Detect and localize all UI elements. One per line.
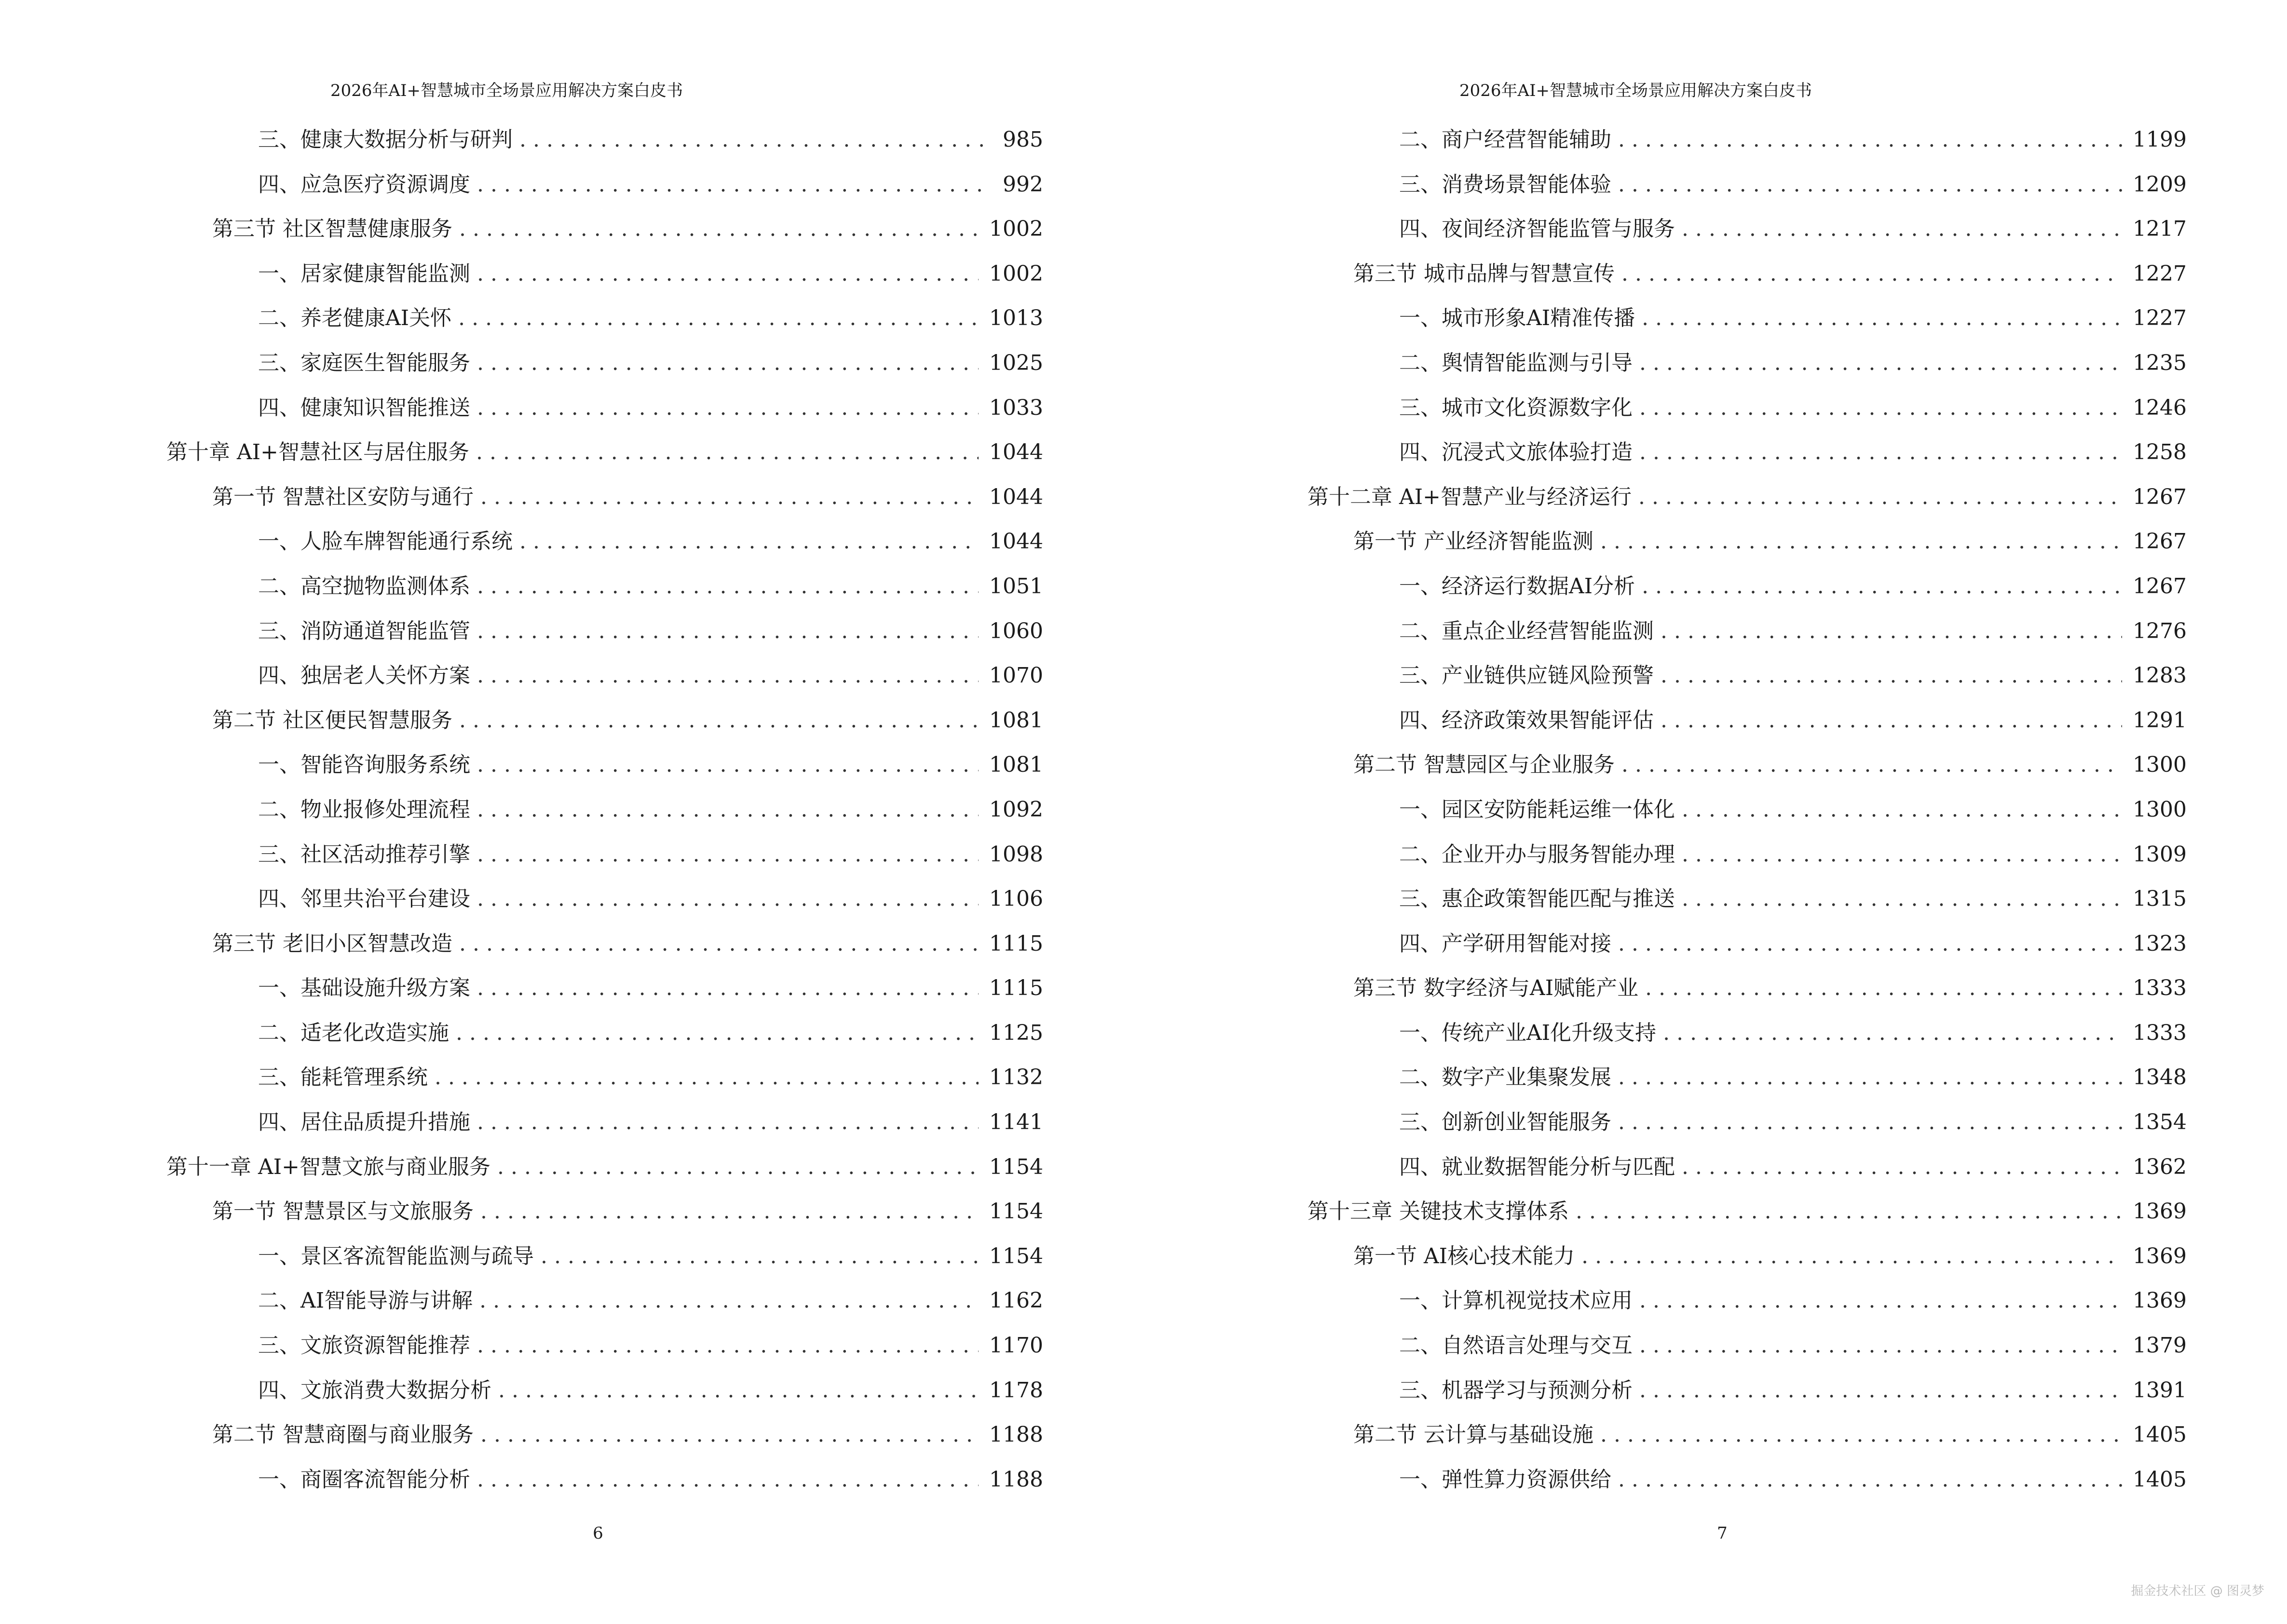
toc-chapter[interactable] xyxy=(1307,1189,2187,1234)
toc-entry-title: 二、AI智能导游与讲解 xyxy=(258,1288,473,1313)
toc-entry-title: 一、城市形象AI精准传播 xyxy=(1399,306,1635,331)
toc-entry-title: 三、消费场景智能体验 xyxy=(1399,172,1611,197)
toc-entry-page: 1081 xyxy=(989,752,1043,778)
toc-entry-page: 1188 xyxy=(989,1467,1043,1492)
dot-leader xyxy=(477,1324,979,1368)
dot-leader xyxy=(1638,475,2122,520)
toc-subsection[interactable] xyxy=(166,296,1043,341)
toc-subsection[interactable] xyxy=(166,654,1043,698)
toc-entry-title: 二、适老化改造实施 xyxy=(258,1020,449,1045)
toc-entry-page: 1369 xyxy=(2133,1288,2187,1313)
right-page xyxy=(1144,0,2287,1624)
toc-entry-title: 二、商户经营智能辅助 xyxy=(1399,127,1611,152)
toc-section[interactable] xyxy=(1307,743,2187,788)
toc-entry-page: 1267 xyxy=(2133,573,2187,599)
toc-entry-title: 三、消防通道智能监管 xyxy=(258,618,470,643)
toc-entry-page: 1044 xyxy=(989,484,1043,509)
toc-entry-page: 1154 xyxy=(989,1154,1043,1179)
dot-leader xyxy=(458,296,979,341)
toc-entry-page: 1081 xyxy=(989,708,1043,733)
toc-section[interactable] xyxy=(166,922,1043,967)
dot-leader xyxy=(477,252,979,297)
toc-entry-page: 1227 xyxy=(2133,306,2187,331)
toc-entry-title: 四、经济政策效果智能评估 xyxy=(1399,708,1654,733)
toc-subsection[interactable] xyxy=(166,1100,1043,1145)
toc-entry-title: 第二节 智慧园区与企业服务 xyxy=(1353,752,1615,778)
toc-entry-page: 1002 xyxy=(989,217,1043,242)
toc-entry-page: 1267 xyxy=(2133,529,2187,554)
toc-entry-title: 一、景区客流智能监测与疏导 xyxy=(258,1243,534,1269)
toc-entry-page: 1300 xyxy=(2133,797,2187,822)
toc-subsection[interactable] xyxy=(1307,788,2187,832)
toc-entry-title: 二、物业报修处理流程 xyxy=(258,797,470,822)
toc-entry-title: 二、高空抛物监测体系 xyxy=(258,573,470,599)
toc-subsection[interactable] xyxy=(166,788,1043,832)
toc-entry-page: 1092 xyxy=(989,797,1043,822)
toc-entry-page: 1333 xyxy=(2133,1020,2187,1045)
toc-entry-title: 四、应急医疗资源调度 xyxy=(258,172,470,197)
toc-entry-title: 三、创新创业智能服务 xyxy=(1399,1110,1611,1135)
toc-entry-title: 三、产业链供应链风险预警 xyxy=(1399,663,1654,688)
page-number: 6 xyxy=(593,1524,603,1543)
dot-leader xyxy=(1639,1368,2122,1413)
toc-entry-title: 三、健康大数据分析与研判 xyxy=(258,127,513,152)
dot-leader xyxy=(480,475,979,520)
toc-entry-page: 1258 xyxy=(2133,440,2187,465)
dot-leader xyxy=(477,788,979,832)
toc-section[interactable] xyxy=(166,1413,1043,1458)
toc-entry-title: 第三节 社区智慧健康服务 xyxy=(212,217,452,242)
dot-leader xyxy=(1682,877,2122,922)
dot-leader xyxy=(1621,252,2122,297)
toc-entry-title: 四、邻里共治平台建设 xyxy=(258,887,470,912)
toc-entry-page: 1323 xyxy=(2133,931,2187,956)
toc-entry-title: 三、社区活动推荐引擎 xyxy=(258,842,470,867)
dot-leader xyxy=(1639,1279,2122,1324)
toc-entry-page: 1369 xyxy=(2133,1199,2187,1224)
toc-entry-page: 1125 xyxy=(989,1020,1043,1045)
dot-leader xyxy=(480,1413,979,1458)
toc-subsection[interactable] xyxy=(1307,207,2187,252)
toc-subsection[interactable] xyxy=(1307,1368,2187,1413)
dot-leader xyxy=(1682,1145,2122,1190)
dot-leader xyxy=(1600,519,2122,564)
dot-leader xyxy=(477,163,989,207)
dot-leader xyxy=(1618,922,2122,967)
dot-leader xyxy=(1618,1100,2122,1145)
toc-subsection[interactable] xyxy=(166,1011,1043,1056)
toc-entry-title: 一、商圈客流智能分析 xyxy=(258,1467,470,1492)
dot-leader xyxy=(498,1368,979,1413)
dot-leader xyxy=(477,877,979,922)
toc-entry-title: 三、家庭医生智能服务 xyxy=(258,350,470,375)
page-header: 2026年AI+智慧城市全场景应用解决方案白皮书 xyxy=(1459,81,1812,100)
dot-leader xyxy=(479,1279,979,1324)
toc-entry-title: 二、养老健康AI关怀 xyxy=(258,306,452,331)
toc-entry-title: 三、能耗管理系统 xyxy=(258,1065,428,1090)
toc-entry-page: 1170 xyxy=(989,1333,1043,1358)
dot-leader xyxy=(477,1100,979,1145)
toc-entry-page: 1154 xyxy=(989,1243,1043,1269)
toc-entry-page: 1246 xyxy=(2133,395,2187,420)
toc-section[interactable] xyxy=(1307,519,2187,564)
toc-entry-page: 1188 xyxy=(989,1422,1043,1447)
dot-leader xyxy=(1682,788,2122,832)
page-number: 7 xyxy=(1717,1524,1728,1543)
dot-leader xyxy=(1639,386,2122,431)
toc-subsection[interactable] xyxy=(1307,564,2187,609)
toc-entry-page: 1199 xyxy=(2133,127,2187,152)
dot-leader xyxy=(476,430,979,475)
toc-section[interactable] xyxy=(1307,252,2187,297)
toc-entry-title: 第二节 社区便民智慧服务 xyxy=(212,708,452,733)
toc-subsection[interactable] xyxy=(1307,609,2187,654)
dot-leader xyxy=(477,743,979,788)
toc-subsection[interactable] xyxy=(166,564,1043,609)
toc-entry-page: 1162 xyxy=(989,1288,1043,1313)
toc-subsection[interactable] xyxy=(1307,1011,2187,1056)
toc-subsection[interactable] xyxy=(166,341,1043,386)
toc-entry-page: 1309 xyxy=(2133,842,2187,867)
dot-leader xyxy=(1661,698,2122,743)
toc-entry-title: 一、计算机视觉技术应用 xyxy=(1399,1288,1633,1313)
toc-subsection[interactable] xyxy=(1307,922,2187,967)
toc-entry-title: 三、惠企政策智能匹配与推送 xyxy=(1399,887,1675,912)
toc-entry-title: 四、独居老人关怀方案 xyxy=(258,663,470,688)
toc-subsection[interactable] xyxy=(166,1368,1043,1413)
toc-entry-page: 1333 xyxy=(2133,976,2187,1001)
toc-entry-title: 四、沉浸式文旅体验打造 xyxy=(1399,440,1633,465)
toc-entry-page: 1132 xyxy=(989,1065,1043,1090)
toc-entry-page: 1369 xyxy=(2133,1243,2187,1269)
dot-leader xyxy=(1618,163,2122,207)
toc-entry-page: 1391 xyxy=(2133,1378,2187,1403)
toc-entry-title: 一、智能咨询服务系统 xyxy=(258,752,470,778)
toc-entry-title: 三、文旅资源智能推荐 xyxy=(258,1333,470,1358)
toc-entry-page: 1362 xyxy=(2133,1154,2187,1179)
toc-entry-page: 1025 xyxy=(989,350,1043,375)
toc-entry-page: 1115 xyxy=(989,931,1043,956)
toc-entry-page: 1106 xyxy=(989,887,1043,912)
toc-entry-title: 第三节 数字经济与AI赋能产业 xyxy=(1353,976,1639,1001)
toc-subsection[interactable] xyxy=(166,252,1043,297)
toc-subsection[interactable] xyxy=(166,1234,1043,1279)
toc-entry-title: 三、城市文化资源数字化 xyxy=(1399,395,1633,420)
toc-entry-title: 一、弹性算力资源供给 xyxy=(1399,1467,1611,1492)
toc-subsection[interactable] xyxy=(1307,430,2187,475)
toc-entry-title: 三、机器学习与预测分析 xyxy=(1399,1378,1633,1403)
dot-leader xyxy=(459,698,979,743)
dot-leader xyxy=(1642,296,2122,341)
dot-leader xyxy=(1618,118,2122,163)
dot-leader xyxy=(1639,1324,2122,1368)
toc-section[interactable] xyxy=(1307,966,2187,1011)
dot-leader xyxy=(477,654,979,698)
toc-subsection[interactable] xyxy=(1307,1324,2187,1368)
toc-entry-page: 1315 xyxy=(2133,887,2187,912)
toc-entry-title: 二、重点企业经营智能监测 xyxy=(1399,618,1654,643)
toc-subsection[interactable] xyxy=(1307,877,2187,922)
toc-entry-page: 1060 xyxy=(989,618,1043,643)
toc-entry-page: 1154 xyxy=(989,1199,1043,1224)
toc-entry-page: 1276 xyxy=(2133,618,2187,643)
toc-entry-page: 1044 xyxy=(989,440,1043,465)
toc-subsection[interactable] xyxy=(1307,832,2187,877)
toc-entry-page: 1013 xyxy=(989,306,1043,331)
toc-entry-title: 四、就业数据智能分析与匹配 xyxy=(1399,1154,1675,1179)
dot-leader xyxy=(519,118,989,163)
toc-subsection[interactable] xyxy=(166,1055,1043,1100)
toc-subsection[interactable] xyxy=(166,832,1043,877)
toc-subsection[interactable] xyxy=(166,743,1043,788)
dot-leader xyxy=(1618,1055,2122,1100)
dot-leader xyxy=(1621,743,2122,788)
watermark: 掘金技术社区 @ 图灵梦 xyxy=(2131,1584,2264,1598)
toc-subsection[interactable] xyxy=(1307,163,2187,207)
toc-subsection[interactable] xyxy=(1307,118,2187,163)
toc-section[interactable] xyxy=(1307,1413,2187,1458)
toc-entry-title: 一、传统产业AI化升级支持 xyxy=(1399,1020,1657,1045)
toc-subsection[interactable] xyxy=(166,1458,1043,1502)
toc-entry-page: 1070 xyxy=(989,663,1043,688)
toc-section[interactable] xyxy=(166,698,1043,743)
toc-subsection[interactable] xyxy=(1307,341,2187,386)
toc-subsection[interactable] xyxy=(166,386,1043,431)
dot-leader xyxy=(1639,430,2122,475)
dot-leader xyxy=(477,564,979,609)
toc-entry-page: 1141 xyxy=(989,1110,1043,1135)
dot-leader xyxy=(1682,832,2122,877)
dot-leader xyxy=(456,1011,979,1056)
dot-leader xyxy=(541,1234,979,1279)
toc-entry-title: 第十二章 AI+智慧产业与经济运行 xyxy=(1307,484,1632,509)
toc-entry-title: 第一节 产业经济智能监测 xyxy=(1353,529,1593,554)
dot-leader xyxy=(459,922,979,967)
toc-subsection[interactable] xyxy=(166,1324,1043,1368)
dot-leader xyxy=(1618,1458,2122,1502)
toc-entry-title: 四、夜间经济智能监管与服务 xyxy=(1399,217,1675,242)
toc-entry-page: 1209 xyxy=(2133,172,2187,197)
toc-subsection[interactable] xyxy=(1307,654,2187,698)
toc-entry-title: 第一节 智慧社区安防与通行 xyxy=(212,484,474,509)
toc-entry-title: 第三节 老旧小区智慧改造 xyxy=(212,931,452,956)
toc-entry-page: 1044 xyxy=(989,529,1043,554)
dot-leader xyxy=(1661,654,2122,698)
toc-entry-page: 1098 xyxy=(989,842,1043,867)
toc-subsection[interactable] xyxy=(1307,1458,2187,1502)
toc-subsection[interactable] xyxy=(166,163,1043,207)
toc-entry-page: 992 xyxy=(1003,172,1043,197)
dot-leader xyxy=(497,1145,979,1190)
toc-entry-page: 1227 xyxy=(2133,261,2187,286)
toc-section[interactable] xyxy=(166,1189,1043,1234)
table-of-contents xyxy=(1307,118,2187,1502)
toc-entry-page: 1283 xyxy=(2133,663,2187,688)
toc-chapter[interactable] xyxy=(1307,475,2187,520)
toc-entry-title: 四、健康知识智能推送 xyxy=(258,395,470,420)
toc-entry-title: 第十章 AI+智慧社区与居住服务 xyxy=(166,440,470,465)
toc-subsection[interactable] xyxy=(166,118,1043,163)
toc-entry-page: 1051 xyxy=(989,573,1043,599)
dot-leader xyxy=(1639,341,2122,386)
toc-entry-title: 第十三章 关键技术支撑体系 xyxy=(1307,1199,1569,1224)
dot-leader xyxy=(1663,1011,2122,1056)
dot-leader xyxy=(1576,1189,2122,1234)
toc-entry-title: 一、人脸车牌智能通行系统 xyxy=(258,529,513,554)
toc-entry-page: 1348 xyxy=(2133,1065,2187,1090)
toc-entry-title: 第二节 云计算与基础设施 xyxy=(1353,1422,1593,1447)
dot-leader xyxy=(477,386,979,431)
toc-entry-title: 四、居住品质提升措施 xyxy=(258,1110,470,1135)
toc-entry-title: 第二节 智慧商圈与商业服务 xyxy=(212,1422,474,1447)
toc-subsection[interactable] xyxy=(1307,1055,2187,1100)
toc-entry-page: 1291 xyxy=(2133,708,2187,733)
toc-section[interactable] xyxy=(166,475,1043,520)
toc-entry-title: 四、产学研用智能对接 xyxy=(1399,931,1611,956)
toc-entry-title: 二、舆情智能监测与引导 xyxy=(1399,350,1633,375)
toc-subsection[interactable] xyxy=(166,519,1043,564)
toc-entry-page: 1033 xyxy=(989,395,1043,420)
dot-leader xyxy=(477,832,979,877)
toc-subsection[interactable] xyxy=(166,1279,1043,1324)
toc-entry-title: 二、数字产业集聚发展 xyxy=(1399,1065,1611,1090)
toc-entry-page: 1405 xyxy=(2133,1467,2187,1492)
dot-leader xyxy=(459,207,979,252)
dot-leader xyxy=(519,519,979,564)
toc-entry-title: 第三节 城市品牌与智慧宣传 xyxy=(1353,261,1615,286)
dot-leader xyxy=(1581,1234,2122,1279)
toc-section[interactable] xyxy=(1307,1234,2187,1279)
toc-subsection[interactable] xyxy=(166,877,1043,922)
dot-leader xyxy=(1645,966,2122,1011)
dot-leader xyxy=(477,966,979,1011)
toc-entry-title: 四、文旅消费大数据分析 xyxy=(258,1378,491,1403)
dot-leader xyxy=(1642,564,2122,609)
toc-entry-page: 1405 xyxy=(2133,1422,2187,1447)
toc-entry-title: 一、园区安防能耗运维一体化 xyxy=(1399,797,1675,822)
toc-entry-title: 二、自然语言处理与交互 xyxy=(1399,1333,1633,1358)
toc-entry-page: 1115 xyxy=(989,976,1043,1001)
dot-leader xyxy=(435,1055,979,1100)
dot-leader xyxy=(1682,207,2122,252)
toc-chapter[interactable] xyxy=(166,430,1043,475)
page-header: 2026年AI+智慧城市全场景应用解决方案白皮书 xyxy=(330,81,683,100)
dot-leader xyxy=(477,341,979,386)
dot-leader xyxy=(477,609,979,654)
toc-subsection[interactable] xyxy=(1307,698,2187,743)
toc-entry-title: 第十一章 AI+智慧文旅与商业服务 xyxy=(166,1154,491,1179)
dot-leader xyxy=(1600,1413,2122,1458)
toc-entry-title: 二、企业开办与服务智能办理 xyxy=(1399,842,1675,867)
toc-subsection[interactable] xyxy=(1307,1100,2187,1145)
toc-chapter[interactable] xyxy=(166,1145,1043,1190)
toc-entry-page: 1217 xyxy=(2133,217,2187,242)
toc-subsection[interactable] xyxy=(1307,296,2187,341)
dot-leader xyxy=(1661,609,2122,654)
dot-leader xyxy=(480,1189,979,1234)
toc-entry-page: 1379 xyxy=(2133,1333,2187,1358)
toc-entry-page: 1300 xyxy=(2133,752,2187,778)
toc-entry-title: 第一节 智慧景区与文旅服务 xyxy=(212,1199,474,1224)
toc-entry-page: 1178 xyxy=(989,1378,1043,1403)
table-of-contents xyxy=(166,118,1043,1502)
toc-subsection[interactable] xyxy=(1307,1145,2187,1190)
toc-entry-page: 985 xyxy=(1003,127,1043,152)
toc-section[interactable] xyxy=(166,207,1043,252)
toc-entry-page: 1235 xyxy=(2133,350,2187,375)
toc-subsection[interactable] xyxy=(166,966,1043,1011)
toc-subsection[interactable] xyxy=(1307,386,2187,431)
toc-entry-page: 1354 xyxy=(2133,1110,2187,1135)
toc-entry-title: 一、基础设施升级方案 xyxy=(258,976,470,1001)
toc-subsection[interactable] xyxy=(1307,1279,2187,1324)
toc-entry-page: 1002 xyxy=(989,261,1043,286)
dot-leader xyxy=(477,1458,979,1502)
toc-entry-title: 一、居家健康智能监测 xyxy=(258,261,470,286)
toc-entry-title: 第一节 AI核心技术能力 xyxy=(1353,1243,1575,1269)
toc-entry-page: 1267 xyxy=(2133,484,2187,509)
toc-entry-title: 一、经济运行数据AI分析 xyxy=(1399,573,1635,599)
toc-subsection[interactable] xyxy=(166,609,1043,654)
